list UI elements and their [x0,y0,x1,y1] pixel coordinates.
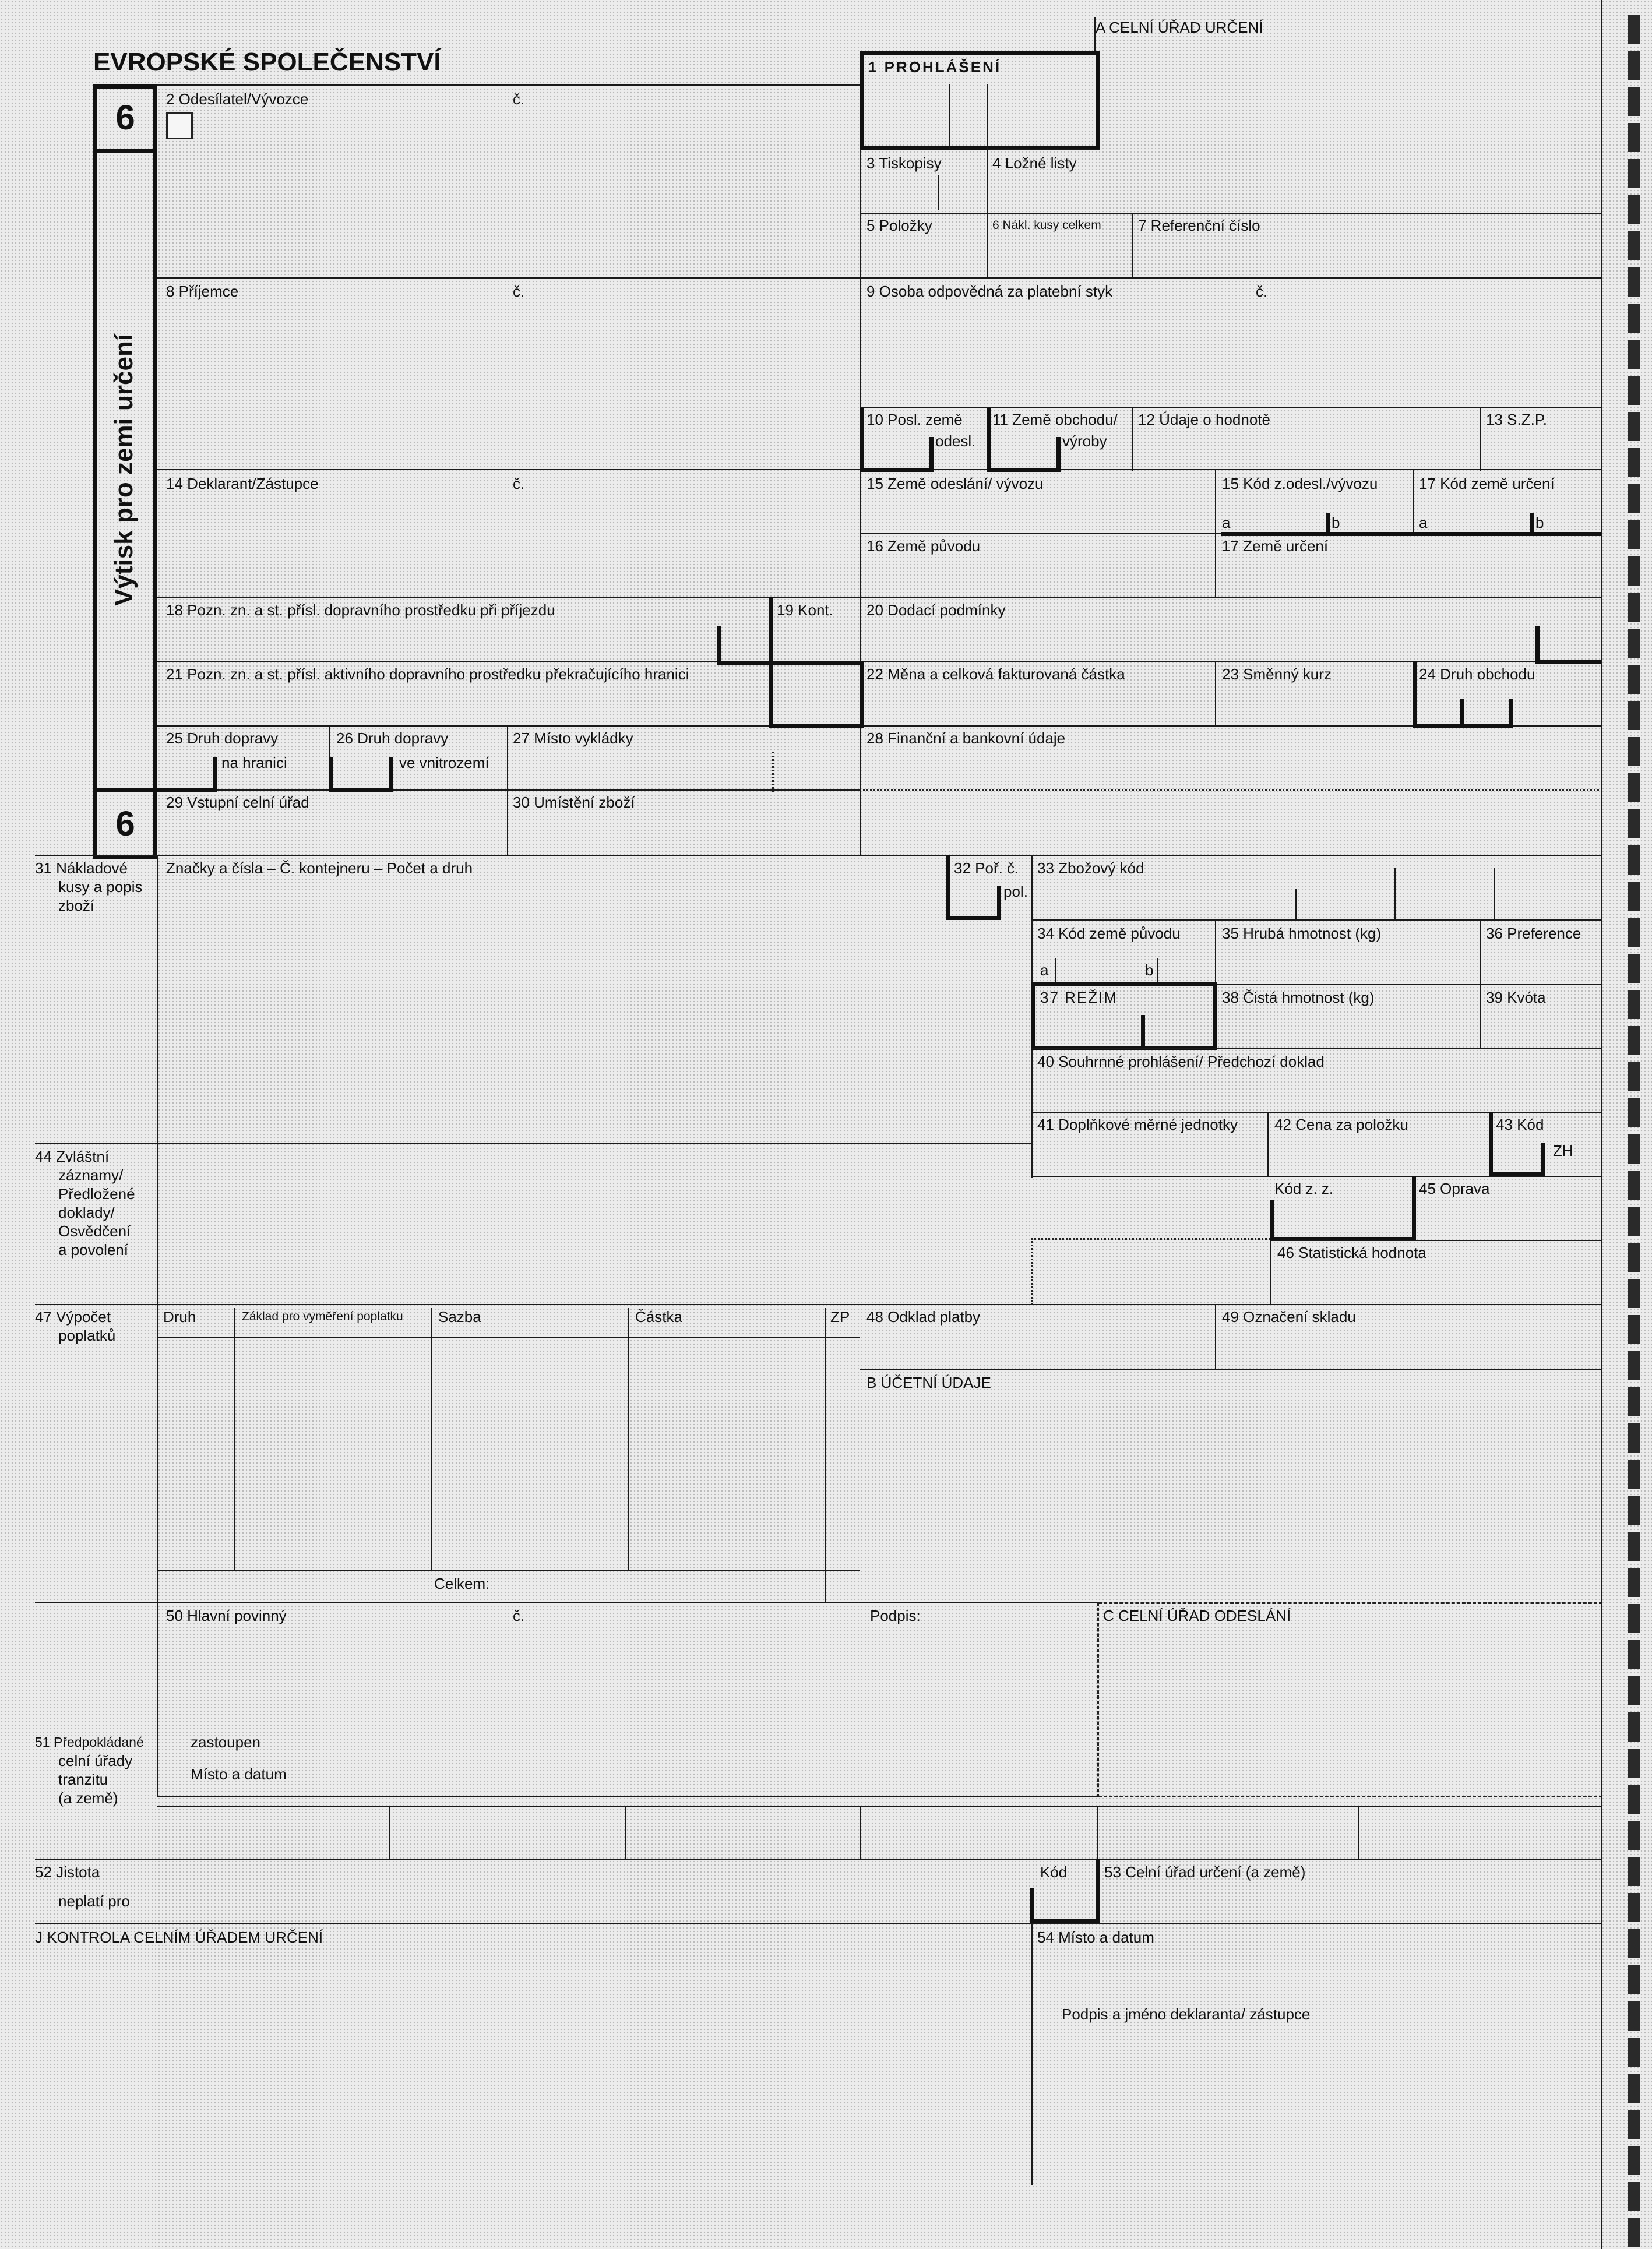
divider [1489,1112,1493,1176]
misto-label: Místo a datum [191,1765,287,1783]
divider [717,661,862,665]
divider [213,757,217,792]
registration-mark [1628,1712,1640,1742]
sub-b: b [1332,514,1340,531]
divider [1031,1923,1033,2185]
divider [389,757,393,792]
dotted-line [1031,1238,1033,1305]
field-52b-label: neplatí pro [58,1892,130,1910]
divider [987,408,991,472]
divider [1215,1304,1216,1369]
registration-mark [1628,1676,1640,1705]
field-8-label: 8 Příjemce [166,283,239,300]
registration-mark [1628,629,1640,658]
divider [1270,1240,1271,1304]
registration-mark [1628,520,1640,549]
field-50-label: 50 Hlavní povinný [166,1607,287,1624]
registration-mark [1628,1351,1640,1380]
divider [157,789,860,791]
registration-mark [1628,123,1640,152]
divider [35,1304,1602,1305]
divider [1601,0,1602,2249]
field-3-label: 3 Tiskopisy [866,154,942,172]
registration-mark [1628,2182,1640,2211]
field-j-label: J KONTROLA CELNÍM ÚŘADEM URČENÍ [35,1929,323,1946]
divider [860,408,864,472]
divider [1157,958,1158,982]
field-54b-label: Podpis a jméno deklaranta/ zástupce [1062,2005,1311,2023]
field-46-label: 46 Statistická hodnota [1277,1244,1426,1261]
copy-number-bottom: 6 [115,804,135,843]
dotted-line [772,752,774,792]
registration-mark [1628,1821,1640,1850]
registration-mark [1628,376,1640,405]
registration-mark [1628,845,1640,875]
kod-label: Kód [1040,1863,1068,1881]
field-38-label: 38 Čistá hmotnost (kg) [1222,989,1375,1006]
field-32b-label: pol. [1003,883,1028,900]
registration-mark [1628,1568,1640,1597]
divider [157,1337,860,1338]
sub-b: b [1535,514,1544,531]
divider [157,855,158,1796]
divider [860,407,1602,408]
registration-mark [1628,737,1640,766]
field-2-label: 2 Odesílatel/Vývozce [166,90,309,108]
divider [997,886,1001,920]
field-12-label: 12 Údaje o hodnotě [1138,411,1270,428]
divider [431,1308,432,1570]
field-10-label: 10 Posl. země [866,411,963,428]
divider [1267,1112,1269,1176]
divider [1056,437,1061,472]
dashed-line [1097,1602,1099,1797]
registration-mark [1628,556,1640,586]
registration-mark [1628,15,1640,44]
registration-mark [1628,1387,1640,1416]
divider [157,1806,1602,1807]
divider [157,84,860,86]
divider [1031,919,1602,921]
declaration-label: 1 PROHLÁŠENÍ [868,58,1002,76]
celkem-label: Celkem: [434,1575,490,1592]
divider [1055,958,1056,982]
registration-mark [1628,1604,1640,1633]
registration-mark [1628,1098,1640,1127]
registration-mark [1628,267,1640,297]
registration-mark [1628,1640,1640,1669]
field-44e-label: Osvědčení [58,1222,131,1240]
box-a-label: A CELNÍ ÚŘAD URČENÍ [1096,19,1263,36]
field-31d-label: Značky a čísla – Č. kontejneru – Počet a druh [166,859,473,877]
field-13-label: 13 S.Z.P. [1486,411,1548,428]
divider [1097,1806,1098,1859]
field-50-no: č. [513,1607,525,1624]
sub-a: a [1419,514,1428,531]
col-zp: ZP [830,1308,850,1326]
registration-mark [1628,1893,1640,1922]
registration-mark [1628,1207,1640,1236]
col-zaklad: Základ pro vyměření poplatku [242,1310,403,1323]
field-4-label: 4 Ložné listy [992,154,1077,172]
registration-mark [1628,665,1640,694]
registration-mark [1628,1785,1640,1814]
registration-mark [1628,448,1640,477]
field-31b-label: kusy a popis [58,878,143,896]
registration-mark [1628,1315,1640,1344]
field-9-label: 9 Osoba odpovědná za platební styk [866,283,1113,300]
divider [717,626,721,664]
field-34-label: 34 Kód země původu [1037,925,1181,942]
divider [860,1369,1602,1370]
divider [1295,889,1297,921]
field-32-label: 32 Poř. č. [954,859,1019,877]
registration-mark [1628,593,1640,622]
divider [1535,626,1540,664]
registration-mark [1628,990,1640,1019]
divider [860,468,932,472]
copy-label: Výtisk pro zemi určení [110,333,138,606]
field-51c-label: tranzitu [58,1771,108,1788]
divider [1031,1112,1602,1113]
divider [1132,407,1133,471]
page-title: EVROPSKÉ SPOLEČENSTVÍ [93,48,441,76]
field-26-label: 26 Druh dopravy [336,729,449,747]
divider [1030,1888,1034,1923]
divider [946,916,1001,920]
dotted-line [1031,1238,1270,1240]
registration-mark [1628,1171,1640,1200]
field-b-label: B ÚČETNÍ ÚDAJE [866,1374,991,1391]
field-25b-label: na hranici [221,754,287,771]
divider [860,149,861,855]
divider [987,468,1059,472]
field-44b-label: záznamy/ [58,1166,124,1184]
divider [389,1806,390,1859]
field-42-label: 42 Cena za položku [1274,1116,1408,1133]
field-44-label: 44 Zvláštní [35,1148,110,1165]
field-22-label: 22 Měna a celková fakturovaná částka [866,665,1125,683]
registration-mark [1628,1134,1640,1164]
divider [93,788,157,792]
field-20-label: 20 Dodací podmínky [866,601,1006,619]
field-37-label: 37 REŽIM [1040,989,1118,1006]
field-31-label: 31 Nákladové [35,859,128,877]
registration-mark [1628,195,1640,224]
divider [93,149,157,153]
field-40-label: 40 Souhrnné prohlášení/ Předchozí doklad [1037,1053,1325,1070]
sub-a: a [1040,961,1049,979]
field-28-label: 28 Finanční a bankovní údaje [866,729,1066,747]
registration-mark [1628,1026,1640,1055]
field-51d-label: (a země) [58,1789,118,1807]
col-druh: Druh [163,1308,196,1326]
field-51-label: 51 Předpokládané [35,1735,144,1750]
field-11-label: 11 Země obchodu/ [992,411,1118,428]
divider [1494,868,1495,921]
podpis-label: Podpis: [870,1607,921,1624]
divider [1141,1015,1145,1047]
divider [860,661,864,728]
checkbox[interactable] [166,112,193,139]
dotted-line [860,789,1602,791]
divider [157,1570,860,1571]
field-17a-label: 17 Kód země určení [1419,475,1555,492]
divider [946,855,950,919]
divider [1215,661,1216,725]
registration-mark [1628,1532,1640,1561]
col-castka: Částka [635,1308,682,1326]
registration-mark [1628,1965,1640,1994]
divider [1541,1143,1545,1176]
registration-mark [1628,954,1640,983]
divider [860,213,1602,214]
registration-mark [1628,2218,1640,2247]
divider [1031,1048,1602,1049]
divider [1031,1176,1602,1177]
registration-mark [1628,1460,1640,1489]
field-15a-label: 15 Kód z.odesl./vývozu [1222,475,1378,492]
field-53-label: 53 Celní úřad určení (a země) [1104,1863,1306,1881]
divider [1509,699,1513,728]
divider [1096,1859,1100,1923]
divider [1480,407,1481,471]
field-44c-label: Předložené [58,1185,135,1203]
field-52-label: 52 Jistota [35,1863,100,1881]
registration-mark [1628,1062,1640,1091]
divider [157,661,1602,662]
registration-mark [1628,2146,1640,2175]
zastoupen-label: zastoupen [191,1733,260,1751]
field-6-label: 6 Nákl. kusy celkem [992,218,1101,232]
field-49-label: 49 Označení skladu [1222,1308,1356,1326]
field-14-no: č. [513,475,525,492]
field-47-label: 47 Výpočet [35,1308,111,1326]
divider [769,597,773,664]
divider [1413,469,1414,533]
divider [35,1602,1098,1603]
registration-mark [1628,1929,1640,1958]
divider [949,84,950,149]
divider [1358,1806,1359,1859]
field-31c-label: zboží [58,897,95,914]
divider [1535,660,1602,664]
divider [825,1308,826,1602]
registration-mark [1628,51,1640,80]
field-2-no: č. [513,90,525,108]
kod-zz-label: Kód z. z. [1274,1180,1334,1197]
field-41-label: 41 Doplňkové měrné jednotky [1037,1116,1238,1133]
field-51b-label: celní úřady [58,1752,133,1769]
field-10b-label: odesl. [935,432,976,450]
divider [625,1806,626,1859]
field-45-label: 45 Oprava [1419,1180,1490,1197]
divider [35,855,1602,856]
registration-mark [1628,2074,1640,2103]
divider [1270,1200,1274,1241]
field-15-label: 15 Země odeslání/ vývozu [866,475,1044,492]
dashed-line [1098,1796,1602,1797]
divider [157,788,217,792]
registration-mark [1628,340,1640,369]
field-30-label: 30 Umístění zboží [513,794,635,811]
field-19-label: 19 Kont. [777,601,833,619]
divider [157,597,1602,598]
divider [1094,17,1096,52]
col-sazba: Sazba [438,1308,481,1326]
field-39-label: 39 Kvóta [1486,989,1546,1006]
registration-mark [1628,1749,1640,1778]
field-7-label: 7 Referenční číslo [1138,217,1260,234]
divider [1394,868,1396,921]
dashed-line [1098,1602,1602,1604]
registration-mark [1628,1496,1640,1525]
field-11b-label: výroby [1062,432,1107,450]
field-14-label: 14 Deklarant/Zástupce [166,475,319,492]
field-44d-label: doklady/ [58,1204,115,1221]
registration-mark [1628,412,1640,441]
field-8-no: č. [513,283,525,300]
divider [628,1308,629,1570]
sub-a: a [1222,514,1231,531]
divider [769,661,773,728]
divider [329,788,393,792]
field-54-label: 54 Místo a datum [1037,1929,1154,1946]
field-43b-label: ZH [1553,1142,1573,1159]
divider [1326,513,1330,536]
registration-mark [1628,1243,1640,1272]
registration-mark [1628,87,1640,116]
divider [35,1923,1602,1924]
field-5-label: 5 Položky [866,217,932,234]
registration-mark [1628,882,1640,911]
divider [1460,699,1464,728]
divider [35,1859,1602,1860]
divider [157,277,1602,279]
divider [1030,1919,1100,1923]
registration-mark [1628,1279,1640,1308]
field-26b-label: ve vnitrozemí [399,754,489,771]
divider [987,149,1100,150]
divider [157,725,1602,727]
divider [1530,513,1534,536]
registration-mark [1628,1857,1640,1886]
copy-number-top: 6 [115,98,135,137]
registration-mark [1628,1423,1640,1453]
field-21-label: 21 Pozn. zn. a st. přísl. aktivního dopravního prostředku překračujícího hranici [166,665,689,683]
field-18-label: 18 Pozn. zn. a st. přísl. dopravního prostředku při příjezdu [166,601,555,619]
divider [769,724,862,728]
field-33-label: 33 Zbožový kód [1037,859,1144,877]
field-c-label: C CELNÍ ÚŘAD ODESLÁNÍ [1103,1607,1291,1624]
divider [1413,661,1417,728]
divider [1215,533,1216,597]
divider [938,175,939,210]
divider [860,1806,861,1859]
divider [157,1796,1098,1797]
registration-mark [1628,484,1640,513]
divider [1221,532,1602,536]
divider [1270,1240,1602,1241]
field-47b-label: poplatků [58,1327,116,1344]
registration-mark [1628,918,1640,947]
divider [234,1308,235,1570]
registration-mark [1628,231,1640,260]
divider [929,437,934,472]
field-9-no: č. [1256,283,1268,300]
registration-mark [1628,2038,1640,2067]
registration-mark [1628,701,1640,730]
field-16-label: 16 Země původu [866,537,981,555]
field-24-label: 24 Druh obchodu [1419,665,1535,683]
divider [507,725,508,855]
field-29-label: 29 Vstupní celní úřad [166,794,309,811]
divider [329,757,333,792]
registration-mark [1628,773,1640,802]
registration-mark [1628,304,1640,333]
field-48-label: 48 Odklad platby [866,1308,981,1326]
field-25-label: 25 Druh dopravy [166,729,279,747]
registration-mark [1628,2110,1640,2139]
field-43-label: 43 Kód [1496,1116,1544,1133]
field-36-label: 36 Preference [1486,925,1581,942]
registration-mark [1628,809,1640,838]
sub-b: b [1145,961,1154,979]
field-35-label: 35 Hrubá hmotnost (kg) [1222,925,1382,942]
field-44f-label: a povolení [58,1241,128,1259]
divider [1132,213,1133,277]
divider [35,1143,1031,1144]
divider [987,84,988,149]
field-27-label: 27 Místo vykládky [513,729,633,747]
registration-mark [1628,2001,1640,2031]
field-17-label: 17 Země určení [1222,537,1329,555]
registration-mark [1628,159,1640,188]
divider [1412,1176,1416,1241]
field-23-label: 23 Směnný kurz [1222,665,1332,683]
